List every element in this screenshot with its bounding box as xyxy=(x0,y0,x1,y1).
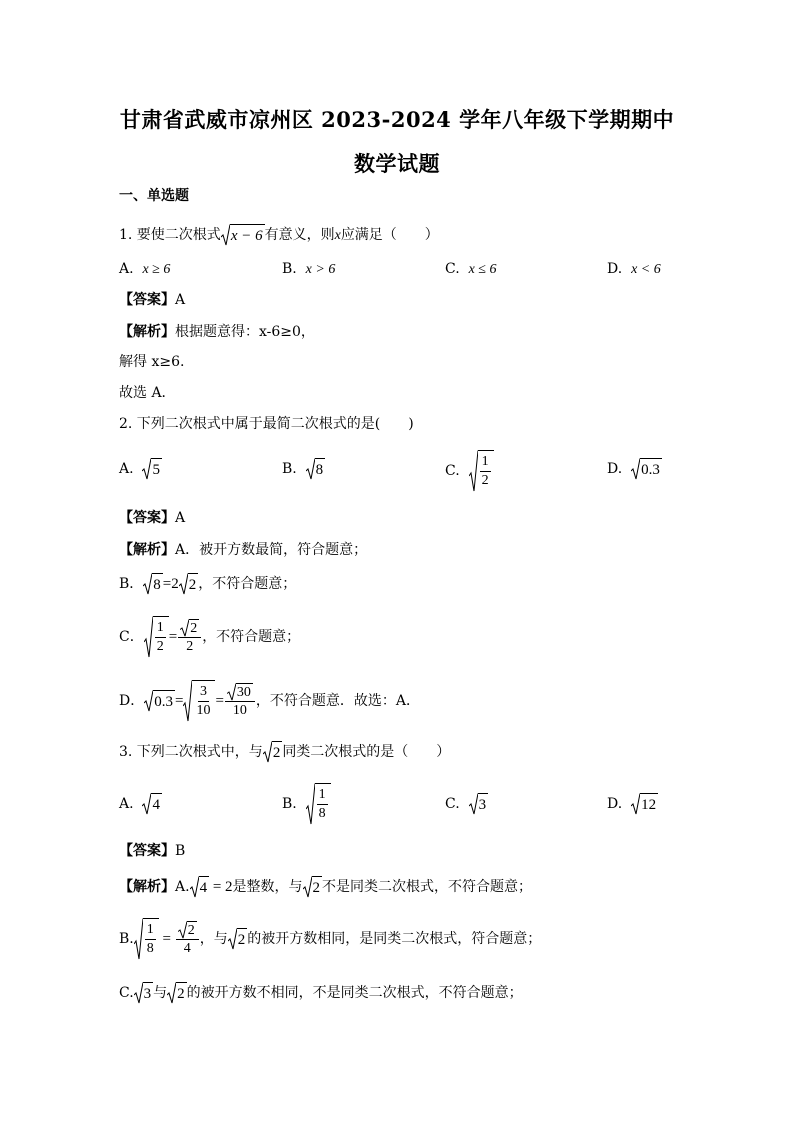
radicand: 2 xyxy=(190,620,198,636)
q3-option-c xyxy=(445,793,488,815)
analysis-text: ，与 xyxy=(199,931,228,947)
sqrt-expression xyxy=(179,573,199,595)
q3-option-d xyxy=(607,793,658,815)
option-letter: D. xyxy=(607,261,623,277)
radical-sign-icon xyxy=(190,876,199,898)
equals-text: = xyxy=(158,931,175,947)
q2-analysis-c xyxy=(119,616,300,658)
radicand: 0.3 xyxy=(153,690,175,712)
radicand: 2 xyxy=(237,928,248,950)
option-text: x < 6 xyxy=(631,262,661,277)
sqrt-expression xyxy=(631,793,658,815)
analysis-text: ，不符合题意； xyxy=(198,576,297,592)
q1-answer xyxy=(119,290,185,310)
option-letter: B. xyxy=(282,796,297,812)
radical-sign-icon xyxy=(144,690,153,712)
denominator: 10 xyxy=(232,702,247,718)
radicand: 3 xyxy=(478,793,489,815)
q2-answer xyxy=(119,508,185,528)
radical-sign-icon xyxy=(167,982,176,1004)
sqrt-expression xyxy=(469,793,489,815)
option-letter: C. xyxy=(445,796,460,812)
answer-label: 【答案】 xyxy=(119,292,175,308)
denominator: 8 xyxy=(318,806,326,821)
option-letter: B. xyxy=(282,461,297,477)
q3-stem-pre: 3. 下列二次根式中，与 xyxy=(119,744,263,760)
radical-sign-icon xyxy=(180,619,189,637)
q3-stem-post: 同类二次根式的是（ ） xyxy=(282,744,451,760)
radicand: 2 xyxy=(188,573,199,595)
sqrt-expression xyxy=(178,921,197,939)
radical-sign-icon xyxy=(631,458,640,480)
answer-label: 【答案】 xyxy=(119,510,175,526)
option-letter: D. xyxy=(607,461,623,477)
q2-option-a xyxy=(119,458,162,480)
denominator: 8 xyxy=(146,941,154,956)
radicand: 5 xyxy=(151,458,162,480)
sqrt-expression xyxy=(227,683,253,701)
analysis-text: 是整数，与 xyxy=(232,879,303,895)
radical-sign-icon xyxy=(183,680,192,722)
sqrt-expression xyxy=(167,982,187,1004)
q1-analysis xyxy=(119,322,315,342)
radicand: 4 xyxy=(199,876,210,898)
radical-sign-icon xyxy=(221,224,230,246)
radical-sign-icon xyxy=(142,458,151,480)
denominator: 2 xyxy=(186,638,194,654)
sqrt-expression xyxy=(134,982,154,1004)
radical-sign-icon xyxy=(469,793,478,815)
analysis-prefix: C． xyxy=(119,629,144,645)
q3-analysis-c xyxy=(119,982,523,1004)
option-letter: A. xyxy=(119,261,134,277)
equals-text: =2 xyxy=(162,576,179,592)
analysis-label: 【解析】 xyxy=(119,324,175,340)
sqrt-expression xyxy=(306,458,326,480)
sqrt-expression xyxy=(144,690,175,712)
answer-value: B xyxy=(175,843,186,859)
answer-value: A xyxy=(175,292,186,308)
fraction xyxy=(480,453,491,490)
radicand: 2 xyxy=(312,876,323,898)
sqrt-expression xyxy=(263,741,283,763)
fraction xyxy=(176,921,199,958)
sqrt-expression xyxy=(143,573,163,595)
radicand: 4 xyxy=(151,793,162,815)
q3-analysis-b xyxy=(119,918,541,960)
radical-sign-icon xyxy=(228,928,237,950)
q1-analysis-line2: 解得 x≥6. xyxy=(119,354,185,370)
radical-sign-icon xyxy=(227,683,236,701)
q1-option-d xyxy=(607,259,661,280)
q1-stem-end: 应满足（ ） xyxy=(340,227,439,243)
sqrt-expression xyxy=(180,619,199,637)
page-title-line1: 甘肃省武威市凉州区 2023-2024 学年八年级下学期期中 xyxy=(119,107,675,132)
q2-analysis xyxy=(119,540,367,560)
radical-sign-icon xyxy=(134,982,143,1004)
analysis-text: A．被开方数最简，符合题意； xyxy=(175,542,368,558)
q2-option-d xyxy=(607,458,662,480)
radicand: 30 xyxy=(236,684,251,700)
answer-value: A xyxy=(175,510,186,526)
denominator: 2 xyxy=(156,639,164,654)
q2-analysis-b xyxy=(119,573,296,595)
q2-analysis-d xyxy=(119,680,420,722)
radical-sign-icon xyxy=(306,783,315,825)
q1-option-c xyxy=(445,259,496,280)
analysis-text: ，不符合题意； xyxy=(202,629,301,645)
analysis-text: 的被开方数相同，是同类二次根式，符合题意； xyxy=(247,931,542,947)
sqrt-expression xyxy=(142,458,162,480)
analysis-label: 【解析】 xyxy=(119,542,175,558)
option-text: x ≥ 6 xyxy=(142,262,171,277)
option-letter: D. xyxy=(607,796,623,812)
numerator: 1 xyxy=(317,786,328,805)
sqrt-fraction xyxy=(134,918,159,960)
q3-option-a xyxy=(119,793,162,815)
page-title-line2: 数学试题 xyxy=(354,151,440,176)
radical-sign-icon xyxy=(631,793,640,815)
section-heading: 一、单选题 xyxy=(119,188,189,204)
q3-answer xyxy=(119,841,185,861)
q1-var: x xyxy=(334,228,341,243)
option-letter: B. xyxy=(282,261,297,277)
radicand: x − 6 xyxy=(230,224,265,246)
radicand: 8 xyxy=(152,573,163,595)
equals-text: = 2 xyxy=(209,879,233,895)
q1-analysis-line3: 故选 A． xyxy=(119,385,176,401)
equals-text: = xyxy=(215,693,224,709)
option-letter: C. xyxy=(445,261,460,277)
question-1-stem xyxy=(119,224,439,246)
radical-sign-icon xyxy=(144,616,153,658)
option-text: x ≤ 6 xyxy=(468,262,497,277)
sqrt-fraction xyxy=(144,616,169,658)
analysis-text: 不是同类二次根式，不符合题意； xyxy=(322,879,533,895)
numerator: 1 xyxy=(155,619,166,638)
q3-option-b xyxy=(282,783,331,825)
answer-label: 【答案】 xyxy=(119,843,175,859)
numerator: 1 xyxy=(145,921,156,940)
q2-option-b xyxy=(282,458,325,480)
sqrt-fraction xyxy=(183,680,215,722)
fraction xyxy=(145,921,156,958)
sqrt-expression xyxy=(221,224,265,246)
q1-option-a xyxy=(119,259,170,280)
analysis-prefix: B． xyxy=(119,576,144,592)
analysis-text: ，不符合题意．故选：A． xyxy=(255,693,421,709)
denominator: 10 xyxy=(196,703,211,718)
option-letter: A. xyxy=(119,461,134,477)
radical-sign-icon xyxy=(306,458,315,480)
sqrt-expression xyxy=(190,876,210,898)
analysis-prefix: B. xyxy=(119,931,134,947)
q1-stem-post: 有意义，则 xyxy=(264,227,335,243)
radical-sign-icon xyxy=(143,573,152,595)
analysis-label: 【解析】 xyxy=(119,879,175,895)
radical-sign-icon xyxy=(142,793,151,815)
analysis-text: 根据题意得：x-6≥0， xyxy=(175,324,315,340)
numerator: 3 xyxy=(198,683,209,702)
radicand: 0.3 xyxy=(640,458,662,480)
radicand: 8 xyxy=(315,458,326,480)
radical-sign-icon xyxy=(134,918,143,960)
analysis-prefix: C. xyxy=(119,985,134,1001)
sqrt-expression xyxy=(228,928,248,950)
option-letter: C. xyxy=(445,463,460,479)
radicand: 3 xyxy=(143,982,154,1004)
question-3-stem xyxy=(119,741,450,763)
fraction xyxy=(194,683,212,720)
sqrt-expression xyxy=(631,458,662,480)
equals-text: = xyxy=(174,693,184,709)
radical-sign-icon xyxy=(303,876,312,898)
radicand: 2 xyxy=(187,922,195,938)
radicand: 2 xyxy=(176,982,187,1004)
sqrt-fraction xyxy=(469,450,494,492)
analysis-prefix: D． xyxy=(119,693,145,709)
question-2-stem: 2. 下列二次根式中属于最简二次根式的是( ) xyxy=(119,416,414,432)
denominator: 4 xyxy=(183,940,191,956)
denominator: 2 xyxy=(481,473,489,488)
radicand: 12 xyxy=(640,793,658,815)
option-text: x > 6 xyxy=(305,262,336,277)
radical-sign-icon xyxy=(178,921,187,939)
q1-stem-pre: 1. 要使二次根式 xyxy=(119,227,221,243)
analysis-prefix: A. xyxy=(175,879,190,895)
radical-sign-icon xyxy=(469,450,478,492)
q2-option-c xyxy=(445,450,494,492)
sqrt-expression xyxy=(142,793,162,815)
sqrt-expression xyxy=(303,876,323,898)
q3-analysis xyxy=(119,876,532,898)
q1-option-b xyxy=(282,259,335,280)
fraction xyxy=(155,619,166,656)
fraction xyxy=(317,786,328,823)
fraction xyxy=(178,619,201,656)
numerator: 1 xyxy=(480,453,491,472)
sqrt-fraction xyxy=(306,783,331,825)
radical-sign-icon xyxy=(179,573,188,595)
fraction xyxy=(225,683,255,720)
radical-sign-icon xyxy=(263,741,272,763)
radicand: 2 xyxy=(272,741,283,763)
option-letter: A. xyxy=(119,796,134,812)
analysis-text: 与 xyxy=(153,985,168,1001)
analysis-text: 的被开方数不相同，不是同类二次根式，不符合题意； xyxy=(186,985,523,1001)
equals-text: = xyxy=(168,629,178,645)
